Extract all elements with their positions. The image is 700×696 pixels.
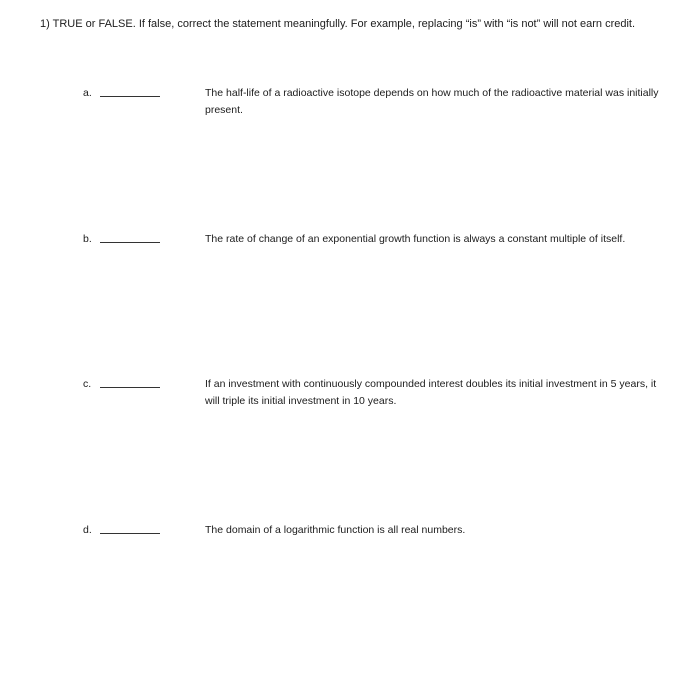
answer-blank (100, 242, 160, 243)
answer-blank (100, 387, 160, 388)
question-item-b (0, 231, 700, 271)
item-statement: If an investment with continuously compounded interest doubles its initial investment in 5 years, it will triple its initial investment in 10 years. (205, 378, 657, 407)
answer-blank (100, 96, 160, 97)
item-statement: The domain of a logarithmic function is all real numbers. (205, 524, 466, 536)
item-letter: c. (83, 378, 92, 390)
item-statement: The rate of change of an exponential growth function is always a constant multiple of itself. (205, 233, 626, 245)
question-item-a (0, 85, 700, 125)
item-letter: d. (83, 524, 92, 536)
item-letter: b. (83, 233, 92, 245)
question-instructions: 1) TRUE or FALSE. If false, correct the statement meaningfully. For example, replacing “is” with “is not” will not earn credit. (40, 18, 636, 30)
answer-blank (100, 533, 160, 534)
question-item-c (0, 376, 700, 416)
item-statement: The half-life of a radioactive isotope depends on how much of the radioactive material was initially present. (205, 87, 659, 116)
question-item-d (0, 522, 700, 562)
item-letter: a. (83, 87, 92, 99)
